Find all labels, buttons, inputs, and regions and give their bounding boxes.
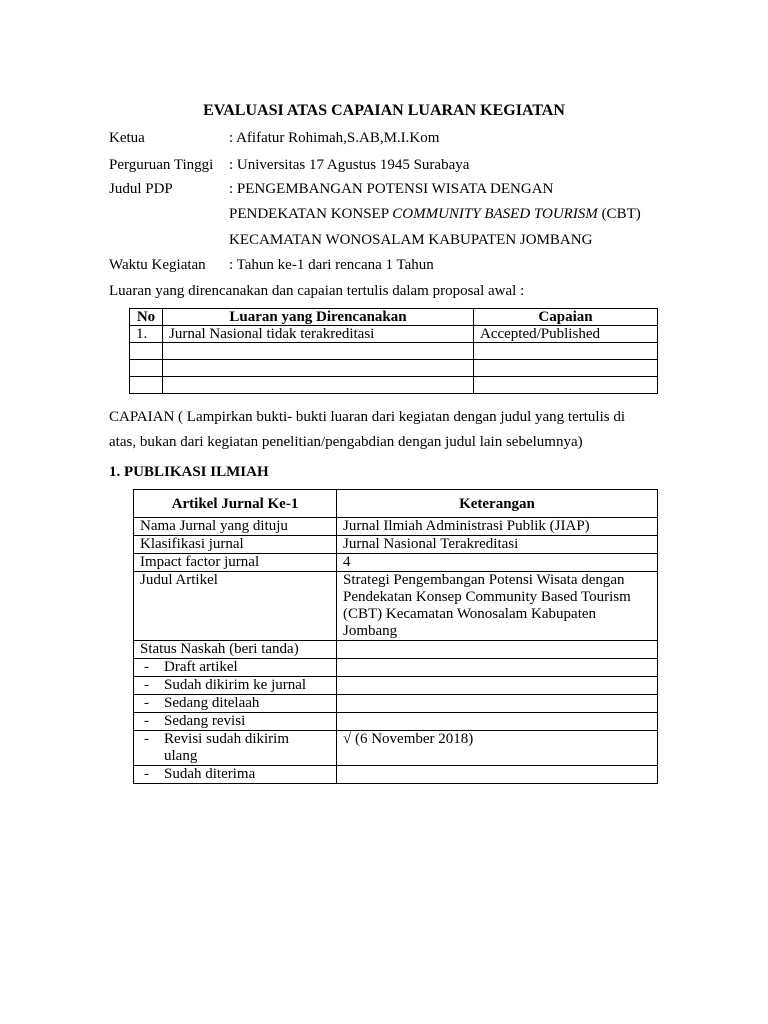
impact-value: 4 <box>337 554 658 572</box>
header-keterangan: Keterangan <box>337 490 658 518</box>
pt-value: : Universitas 17 Agustus 1945 Surabaya <box>229 157 470 173</box>
table-row-empty <box>130 343 658 360</box>
publikasi-table <box>133 489 658 784</box>
luaran-intro: Luaran yang direncanakan dan capaian tertulis dalam proposal awal : <box>109 283 525 299</box>
waktu-value: : Tahun ke-1 dari rencana 1 Tahun <box>229 257 434 273</box>
judul-artikel-value: Strategi Pengembangan Potensi Wisata dengan Pendekatan Konsep Community Based Tourism (CBT) Kecamatan Wonosalam Kabupaten Jombang <box>337 572 658 641</box>
table-row <box>134 713 658 731</box>
judul-label: Judul PDP <box>109 181 173 197</box>
dash: - <box>144 695 149 711</box>
dash: - <box>144 766 149 782</box>
table-row <box>134 766 658 784</box>
status-dikirim <box>134 677 337 695</box>
capaian-line2: atas, bukan dari kegiatan penelitian/pengabdian dengan judul lain sebelumnya) <box>109 434 583 450</box>
header-no: No <box>130 309 163 326</box>
capaian-line1: CAPAIAN ( Lampirkan bukti- bukti luaran dari kegiatan dengan judul yang tertulis di <box>109 409 626 425</box>
dash: - <box>144 713 149 729</box>
luaran-table <box>129 308 658 394</box>
row1-capaian: Accepted/Published <box>474 326 658 343</box>
table-row <box>134 518 658 536</box>
table-row <box>134 536 658 554</box>
impact-label: Impact factor jurnal <box>134 554 337 572</box>
table-row <box>134 659 658 677</box>
judul-line3: KECAMATAN WONOSALAM KABUPATEN JOMBANG <box>229 232 593 248</box>
header-artikel: Artikel Jurnal Ke-1 <box>134 490 337 518</box>
status-draft-label: Draft artikel <box>164 659 238 675</box>
table-row <box>130 326 658 343</box>
status-revisi-ulang <box>134 731 337 766</box>
header-capaian: Capaian <box>474 309 658 326</box>
table-row <box>134 572 658 641</box>
dash: - <box>144 659 149 675</box>
status-label: Status Naskah (beri tanda) <box>134 641 337 659</box>
field-ketua <box>109 130 439 147</box>
field-waktu-kegiatan <box>109 257 434 274</box>
nama-jurnal-label: Nama Jurnal yang dituju <box>134 518 337 536</box>
ketua-label: Ketua <box>109 130 145 146</box>
status-revisi-ulang-label: Revisi sudah dikirim ulang <box>164 731 289 764</box>
table-row <box>134 731 658 766</box>
status-draft <box>134 659 337 677</box>
status-revisi <box>134 713 337 731</box>
judul-line2-c: (CBT) <box>597 206 641 222</box>
judul-line2-a: PENDEKATAN KONSEP <box>229 206 393 222</box>
header-luaran: Luaran yang Direncanakan <box>163 309 474 326</box>
row1-no: 1. <box>130 326 163 343</box>
field-judul-pdp <box>109 181 553 198</box>
nama-jurnal-value: Jurnal Ilmiah Administrasi Publik (JIAP) <box>337 518 658 536</box>
row1-luaran: Jurnal Nasional tidak terakreditasi <box>163 326 474 343</box>
section-publikasi-ilmiah: 1. PUBLIKASI ILMIAH <box>109 464 269 480</box>
status-diterima-label: Sudah diterima <box>164 766 256 782</box>
document-title: EVALUASI ATAS CAPAIAN LUARAN KEGIATAN <box>203 102 565 119</box>
dash: - <box>144 731 149 747</box>
status-dikirim-label: Sudah dikirim ke jurnal <box>164 677 307 693</box>
pt-label: Perguruan Tinggi <box>109 157 214 173</box>
table-row <box>134 554 658 572</box>
status-diterima <box>134 766 337 784</box>
table-row <box>134 677 658 695</box>
table-row <box>134 641 658 659</box>
klasifikasi-label: Klasifikasi jurnal <box>134 536 337 554</box>
table-row-empty <box>130 360 658 377</box>
table-row <box>134 695 658 713</box>
judul-line2-b: COMMUNITY BASED TOURISM <box>392 206 598 222</box>
table-header-row <box>130 309 658 326</box>
field-perguruan-tinggi <box>109 157 469 174</box>
klasifikasi-value: Jurnal Nasional Terakreditasi <box>337 536 658 554</box>
status-ditelaah <box>134 695 337 713</box>
status-ditelaah-label: Sedang ditelaah <box>164 695 260 711</box>
table-header-row <box>134 490 658 518</box>
judul-artikel-label: Judul Artikel <box>134 572 337 641</box>
dash: - <box>144 677 149 693</box>
revisi-ulang-value: √ (6 November 2018) <box>337 731 658 766</box>
judul-line1: : PENGEMBANGAN POTENSI WISATA DENGAN <box>229 181 554 197</box>
ketua-value: : Afifatur Rohimah,S.AB,M.I.Kom <box>229 130 440 146</box>
waktu-label: Waktu Kegiatan <box>109 257 206 273</box>
status-revisi-label: Sedang revisi <box>164 713 246 729</box>
judul-line2 <box>229 206 641 223</box>
table-row-empty <box>130 377 658 394</box>
